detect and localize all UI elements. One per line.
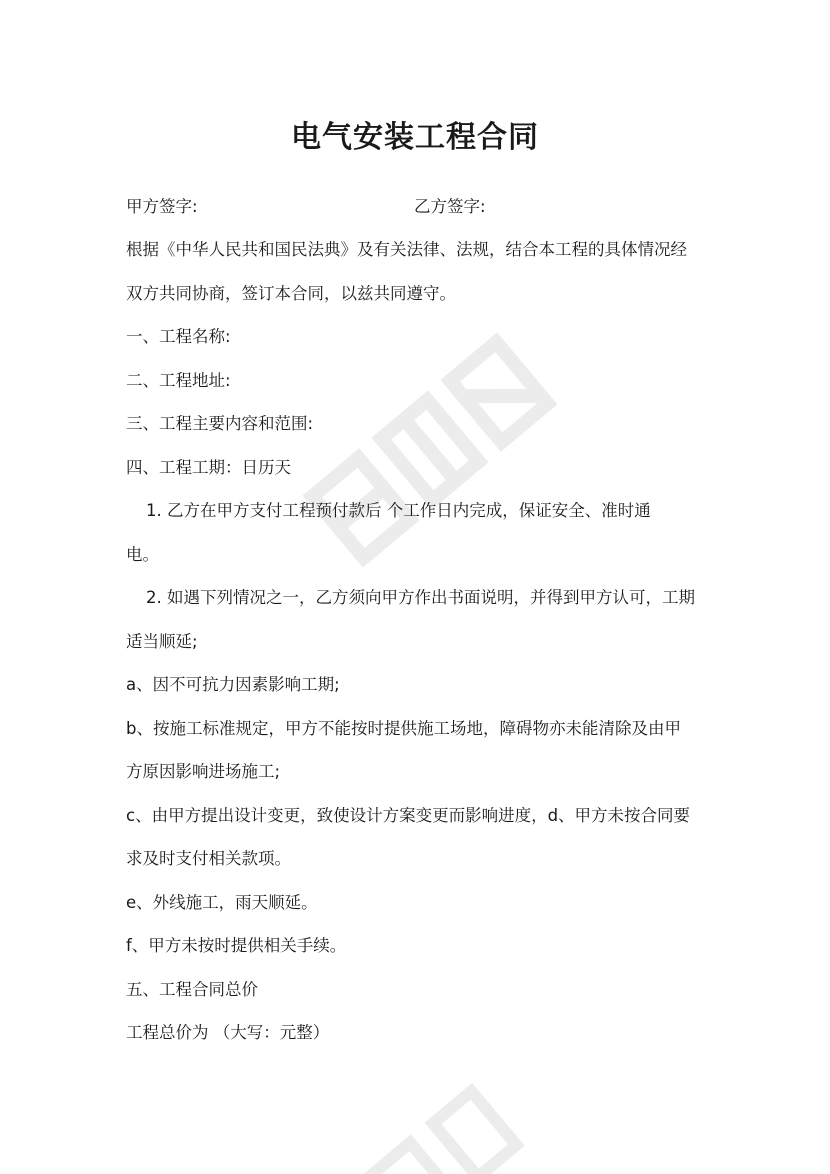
sub-item-d-cont: 求及时支付相关款项。	[126, 849, 291, 868]
watermark-logo-bottom	[330, 1040, 590, 1174]
section-project-name: 一、工程名称:	[126, 327, 231, 346]
clause-item-1-cont: 电。	[126, 545, 159, 564]
sub-item-e: e、外线施工，雨天顺延。	[126, 893, 318, 912]
sub-item-f: f、甲方未按时提供相关手续。	[126, 936, 347, 955]
paragraph-line: 双方共同协商，签订本合同，以兹共同遵守。	[126, 284, 456, 303]
sub-item-b-cont: 方原因影响进场施工;	[126, 762, 281, 781]
sub-item-c-d: c、由甲方提出设计变更，致使设计方案变更而影响进度，d、甲方未按合同要	[126, 806, 691, 825]
clause-item-2-cont: 适当顺延;	[126, 632, 198, 651]
watermark-logo	[270, 270, 590, 630]
total-price-line: 工程总价为 （大写：元整）	[126, 1023, 330, 1042]
party-a-signature: 甲方签字:	[126, 197, 198, 216]
section-project-address: 二、工程地址:	[126, 371, 231, 390]
section-project-scope: 三、工程主要内容和范围:	[126, 414, 314, 433]
sub-item-b: b、按施工标准规定，甲方不能按时提供施工场地，障碍物亦未能清除及由甲	[126, 719, 681, 738]
paragraph-line: 根据《中华人民共和国民法典》及有关法律、法规，结合本工程的具体情况经	[126, 240, 687, 259]
section-total-price: 五、工程合同总价	[126, 980, 258, 999]
clause-item-1: 1. 乙方在甲方支付工程预付款后 个工作日内完成，保证安全、准时通	[146, 501, 651, 520]
clause-item-2: 2. 如遇下列情况之一，乙方须向甲方作出书面说明，并得到甲方认可，工期	[146, 588, 695, 607]
section-project-duration: 四、工程工期：日历天	[126, 458, 291, 477]
sub-item-a: a、因不可抗力因素影响工期;	[126, 675, 340, 694]
party-b-signature: 乙方签字:	[414, 197, 486, 216]
contract-title: 电气安装工程合同	[291, 120, 539, 155]
